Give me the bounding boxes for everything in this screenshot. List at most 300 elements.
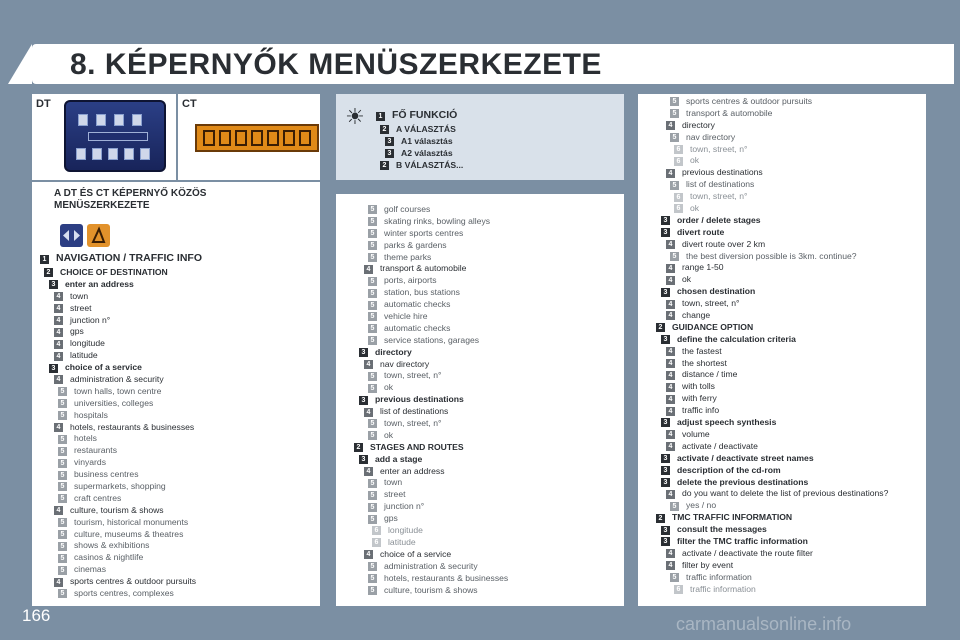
menu-item — [350, 323, 508, 335]
menu-item-label: ports, airports — [384, 275, 437, 286]
menu-item — [652, 227, 888, 239]
level-badge: 5 — [58, 566, 67, 575]
level-badge: 3 — [661, 537, 670, 546]
menu-item-label: define the calculation criteria — [677, 333, 796, 344]
menu-item — [350, 501, 508, 513]
ct-screen-image — [195, 124, 319, 152]
menu-item — [350, 370, 508, 382]
menu-item-label: order / delete stages — [677, 214, 761, 225]
dt-screen-image — [64, 100, 166, 172]
level-badge: 5 — [368, 289, 377, 298]
menu-item-label: divert route over 2 km — [682, 238, 766, 249]
menu-item — [652, 215, 888, 227]
menu-item-label: golf courses — [384, 204, 431, 214]
level-badge: 3 — [661, 454, 670, 463]
menu-item — [40, 410, 202, 422]
menu-item — [652, 108, 888, 120]
menu-item — [652, 251, 888, 263]
menu-item — [40, 564, 202, 576]
menu-item — [350, 477, 508, 489]
menu-item-label: volume — [682, 428, 710, 439]
menu-item — [40, 326, 202, 338]
level-badge: 3 — [661, 216, 670, 225]
level-badge: 5 — [58, 471, 67, 480]
menu-item-label: tourism, historical monuments — [74, 516, 189, 527]
menu-item-label: gps — [384, 513, 398, 524]
level-badge: 5 — [58, 399, 67, 408]
menu-item-label: nav directory — [380, 358, 430, 369]
menu-item — [40, 315, 202, 327]
menu-item — [652, 179, 888, 191]
level-badge: 5 — [368, 419, 377, 428]
level-badge: 5 — [58, 482, 67, 491]
menu-item — [350, 454, 508, 466]
level-badge: 4 — [666, 300, 675, 309]
menu-item-label: chosen destination — [677, 286, 756, 297]
level-badge: 5 — [670, 97, 679, 106]
menu-item — [652, 393, 888, 405]
level-badge: 5 — [368, 491, 377, 500]
menu-item-label: vehicle hire — [384, 311, 428, 322]
level-badge: 5 — [58, 554, 67, 563]
menu-item — [350, 335, 508, 347]
menu-item — [40, 505, 202, 517]
level-badge: 3 — [49, 364, 58, 373]
level-badge: 4 — [666, 395, 675, 404]
level-badge: 5 — [58, 447, 67, 456]
menu-item-label: choice of a service — [65, 362, 142, 373]
level-badge: 5 — [368, 515, 377, 524]
column-1-menu-tree — [40, 251, 202, 600]
menu-item — [652, 203, 888, 215]
menu-item-label: NAVIGATION / TRAFFIC INFO — [56, 252, 203, 265]
menu-item-label: theme parks — [384, 251, 432, 262]
level-badge: 5 — [670, 573, 679, 582]
level-badge: 4 — [54, 328, 63, 337]
level-badge: 5 — [58, 459, 67, 468]
menu-item — [40, 350, 202, 362]
menu-item — [350, 573, 508, 585]
menu-item — [350, 216, 508, 228]
menu-item — [40, 267, 202, 279]
menu-item-label: choice of a service — [380, 548, 452, 559]
ct-screen-segment — [267, 130, 279, 146]
menu-item-label: list of destinations — [380, 406, 449, 417]
menu-item — [652, 572, 888, 584]
menu-item-label: the best diversion possible is 3km. continue? — [686, 250, 857, 261]
menu-item-label: service stations, garages — [384, 334, 480, 345]
menu-item — [40, 576, 202, 588]
level-badge: 5 — [368, 503, 377, 512]
level-badge: 4 — [54, 316, 63, 325]
level-badge: 4 — [364, 467, 373, 476]
menu-item-label: cinemas — [74, 564, 106, 575]
level-badge: 5 — [58, 530, 67, 539]
menu-item-label: longitude — [388, 525, 423, 536]
level-badge: 6 — [372, 538, 381, 547]
menu-item — [652, 132, 888, 144]
menu-item-label: yes / no — [686, 500, 717, 511]
level-badge: 4 — [666, 549, 675, 558]
menu-item — [40, 398, 202, 410]
menu-item-label: A1 választás — [401, 135, 453, 146]
menu-item — [40, 445, 202, 457]
menu-item-label: activate / deactivate — [682, 440, 758, 451]
dt-screen-icon — [78, 114, 88, 126]
menu-item — [350, 406, 508, 418]
level-badge: 2 — [354, 443, 363, 452]
level-badge: 5 — [368, 562, 377, 571]
level-badge: 4 — [364, 408, 373, 417]
level-badge: 4 — [666, 383, 675, 392]
menu-item-label: station, bus stations — [384, 287, 460, 298]
menu-item-label: town — [384, 477, 403, 488]
menu-item-label: street — [384, 489, 406, 500]
menu-item-label: ok — [682, 274, 692, 285]
menu-item — [350, 394, 508, 406]
level-badge: 5 — [368, 253, 377, 262]
menu-item — [40, 362, 202, 374]
level-badge: 5 — [58, 435, 67, 444]
legend-list — [376, 108, 463, 172]
menu-item — [350, 537, 508, 549]
column-2-menu-tree — [350, 204, 508, 596]
menu-item — [40, 552, 202, 564]
menu-item — [652, 405, 888, 417]
menu-item — [652, 560, 888, 572]
menu-item-label: skating rinks, bowling alleys — [384, 215, 491, 226]
menu-item-label: town halls, town centre — [74, 385, 162, 396]
menu-item — [652, 512, 888, 524]
menu-item — [40, 493, 202, 505]
menu-item — [652, 465, 888, 477]
menu-item-label: filter the TMC traffic information — [677, 535, 808, 546]
menu-item — [350, 466, 508, 478]
menu-item-label: distance / time — [682, 369, 738, 380]
level-badge: 5 — [670, 109, 679, 118]
level-badge: 4 — [666, 311, 675, 320]
level-badge: 3 — [385, 137, 394, 146]
level-badge: 6 — [372, 526, 381, 535]
menu-item — [350, 263, 508, 275]
menu-item-label: administration & security — [70, 374, 164, 385]
intro-heading — [54, 188, 206, 212]
level-badge: 3 — [661, 335, 670, 344]
menu-item — [652, 120, 888, 132]
menu-item-label: ok — [384, 429, 394, 440]
ct-screen-segment — [251, 130, 263, 146]
level-badge: 5 — [58, 589, 67, 598]
menu-item — [652, 322, 888, 334]
menu-item — [350, 430, 508, 442]
menu-item — [350, 240, 508, 252]
level-badge: 5 — [368, 384, 377, 393]
menu-item — [652, 488, 888, 500]
menu-item-label: shows & exhibitions — [74, 540, 150, 551]
menu-item-label: FŐ FUNKCIÓ — [392, 109, 458, 122]
menu-item-label: the fastest — [682, 345, 722, 356]
level-badge: 4 — [54, 578, 63, 587]
level-badge: 4 — [666, 169, 675, 178]
menu-item-label: administration & security — [384, 560, 478, 571]
ct-screen-segment — [235, 130, 247, 146]
menu-item-label: previous destinations — [375, 394, 464, 405]
menu-item-label: latitude — [388, 536, 416, 547]
menu-item-label: list of destinations — [686, 179, 755, 190]
menu-item-label: with ferry — [682, 393, 717, 404]
menu-item-label: description of the cd-rom — [677, 464, 781, 475]
level-badge: 5 — [368, 277, 377, 286]
menu-item-label: town, street, n° — [690, 191, 748, 202]
menu-item-label: hotels, restaurants & businesses — [70, 421, 195, 432]
level-badge: 5 — [368, 431, 377, 440]
menu-item-label: activate / deactivate the route filter — [682, 547, 813, 558]
menu-item — [350, 382, 508, 394]
menu-item — [652, 191, 888, 203]
level-badge: 4 — [54, 375, 63, 384]
level-badge: 4 — [666, 442, 675, 451]
menu-item — [40, 374, 202, 386]
menu-item — [652, 477, 888, 489]
menu-item-label: CHOICE OF DESTINATION — [60, 267, 168, 277]
level-badge: 4 — [54, 304, 63, 313]
level-badge: 5 — [58, 494, 67, 503]
menu-item — [652, 524, 888, 536]
menu-item-label: vinyards — [74, 457, 106, 468]
menu-item — [652, 274, 888, 286]
menu-item-label: supermarkets, shopping — [74, 481, 166, 492]
level-badge: 2 — [656, 514, 665, 523]
page-title: 8. KÉPERNYŐK MENÜSZERKEZETE — [70, 48, 602, 81]
menu-item-label: previous destinations — [682, 167, 763, 178]
menu-item — [376, 108, 463, 124]
level-badge: 5 — [368, 229, 377, 238]
menu-item-label: consult the messages — [677, 524, 767, 535]
menu-item — [40, 386, 202, 398]
level-badge: 4 — [364, 265, 373, 274]
menu-item — [652, 548, 888, 560]
menu-item-label: business centres — [74, 469, 139, 480]
menu-item — [652, 262, 888, 274]
menu-item-label: do you want to delete the list of previous destinations? — [682, 488, 889, 499]
menu-item-label: A VÁLASZTÁS — [396, 124, 456, 134]
menu-item — [652, 369, 888, 381]
menu-item-label: sports centres & outdoor pursuits — [70, 576, 197, 587]
menu-item-label: range 1-50 — [682, 262, 724, 273]
menu-item — [376, 160, 463, 172]
level-badge: 4 — [54, 340, 63, 349]
menu-item — [40, 279, 202, 291]
dt-screen-icon — [96, 114, 106, 126]
menu-item — [40, 251, 202, 267]
menu-item-label: filter by event — [682, 559, 734, 570]
menu-item-label: ok — [690, 155, 700, 166]
intro-heading-line: MENÜSZERKEZETE — [54, 200, 150, 211]
level-badge: 3 — [661, 526, 670, 535]
dt-screen-icon — [108, 148, 118, 160]
level-badge: 4 — [666, 561, 675, 570]
menu-item — [652, 500, 888, 512]
menu-item — [350, 359, 508, 371]
menu-item — [652, 417, 888, 429]
level-badge: 4 — [666, 264, 675, 273]
level-badge: 3 — [49, 280, 58, 289]
menu-item — [652, 286, 888, 298]
menu-item — [350, 513, 508, 525]
dt-screen-icon — [132, 114, 142, 126]
level-badge: 3 — [359, 455, 368, 464]
menu-item-label: town, street, n° — [682, 298, 740, 309]
menu-item — [40, 529, 202, 541]
level-badge: 4 — [54, 292, 63, 301]
menu-item-label: GUIDANCE OPTION — [672, 321, 754, 332]
dt-screen-icon — [124, 148, 134, 160]
menu-item-label: casinos & nightlife — [74, 552, 144, 563]
menu-item-label: directory — [682, 119, 715, 130]
ct-screen-segment — [219, 130, 231, 146]
menu-item-label: divert route — [677, 226, 725, 237]
menu-item-label: automatic checks — [384, 322, 451, 333]
menu-item — [40, 517, 202, 529]
level-badge: 5 — [368, 324, 377, 333]
menu-item-label: B VÁLASZTÁS... — [396, 159, 464, 170]
ct-screen-segment — [283, 130, 295, 146]
dt-label: DT — [36, 98, 51, 110]
level-badge: 5 — [368, 574, 377, 583]
dt-screen-icon — [114, 114, 124, 126]
level-badge: 4 — [666, 347, 675, 356]
menu-item-label: sports centres & outdoor pursuits — [686, 96, 813, 106]
menu-item-label: traffic information — [686, 571, 752, 582]
ct-label: CT — [182, 98, 197, 110]
menu-item-label: parks & gardens — [384, 239, 447, 250]
level-badge: 3 — [661, 228, 670, 237]
level-badge: 4 — [364, 360, 373, 369]
level-badge: 5 — [670, 502, 679, 511]
menu-item — [652, 239, 888, 251]
level-badge: 5 — [368, 301, 377, 310]
menu-item-label: street — [70, 302, 92, 313]
menu-item-label: enter an address — [65, 278, 134, 289]
menu-item — [652, 310, 888, 322]
menu-item — [40, 422, 202, 434]
menu-item-label: restaurants — [74, 445, 117, 456]
menu-item — [652, 381, 888, 393]
menu-item-label: directory — [375, 346, 412, 357]
menu-item — [652, 167, 888, 179]
menu-item-label: junction n° — [70, 314, 111, 325]
level-badge: 5 — [58, 542, 67, 551]
menu-item — [652, 96, 888, 108]
level-badge: 4 — [666, 490, 675, 499]
menu-item — [350, 204, 508, 216]
level-badge: 5 — [368, 372, 377, 381]
menu-item-label: town, street, n° — [384, 370, 442, 381]
menu-item — [652, 441, 888, 453]
menu-item-label: STAGES AND ROUTES — [370, 441, 464, 452]
menu-item — [350, 311, 508, 323]
level-badge: 6 — [674, 157, 683, 166]
level-badge: 6 — [674, 145, 683, 154]
menu-item-label: hotels, restaurants & businesses — [384, 572, 509, 583]
menu-item — [652, 144, 888, 156]
level-badge: 4 — [666, 430, 675, 439]
level-badge: 4 — [666, 121, 675, 130]
level-badge: 5 — [368, 217, 377, 226]
menu-item-label: hotels — [74, 433, 97, 444]
menu-item-label: ok — [690, 203, 700, 214]
menu-item — [40, 588, 202, 600]
level-badge: 5 — [368, 205, 377, 214]
menu-item — [350, 228, 508, 240]
page-number: 166 — [22, 606, 51, 625]
menu-item-label: junction n° — [384, 501, 425, 512]
menu-item — [652, 358, 888, 370]
level-badge: 5 — [670, 181, 679, 190]
menu-item — [40, 469, 202, 481]
menu-item-label: with tolls — [682, 381, 715, 392]
menu-item — [350, 549, 508, 561]
menu-item — [40, 540, 202, 552]
dt-screen-icon — [92, 148, 102, 160]
menu-item — [652, 346, 888, 358]
ct-screen-segment — [203, 130, 215, 146]
level-badge: 4 — [666, 240, 675, 249]
level-badge: 5 — [58, 518, 67, 527]
menu-item-label: delete the previous destinations — [677, 476, 809, 487]
menu-item-label: winter sports centres — [384, 227, 464, 238]
menu-item — [350, 347, 508, 359]
level-badge: 4 — [54, 423, 63, 432]
menu-item-label: traffic info — [682, 405, 720, 416]
menu-item-label: add a stage — [375, 453, 423, 464]
menu-item-label: change — [682, 310, 711, 321]
level-badge: 5 — [368, 336, 377, 345]
menu-item — [40, 303, 202, 315]
menu-item-label: culture, museums & theatres — [74, 528, 184, 539]
level-badge: 3 — [661, 418, 670, 427]
menu-item-label: gps — [70, 326, 84, 337]
menu-item-label: town, street, n° — [384, 418, 442, 429]
menu-item — [350, 418, 508, 430]
level-badge: 4 — [666, 276, 675, 285]
level-badge: 3 — [661, 478, 670, 487]
menu-item — [350, 252, 508, 264]
menu-item-label: ok — [384, 382, 394, 393]
level-badge: 2 — [44, 268, 53, 277]
level-badge: 4 — [666, 407, 675, 416]
menu-item — [652, 453, 888, 465]
menu-item — [350, 299, 508, 311]
menu-item — [350, 525, 508, 537]
menu-item — [40, 338, 202, 350]
menu-item — [40, 433, 202, 445]
menu-item-label: hospitals — [74, 409, 108, 420]
menu-item — [350, 275, 508, 287]
level-badge: 5 — [670, 252, 679, 261]
menu-item-label: transport & automobile — [686, 107, 773, 118]
menu-item-label: traffic information — [690, 583, 756, 594]
navigation-arrows-icon — [60, 224, 83, 247]
menu-item — [652, 155, 888, 167]
level-badge: 5 — [58, 387, 67, 396]
menu-item-label: transport & automobile — [380, 263, 467, 274]
menu-item-label: longitude — [70, 338, 105, 349]
menu-item-label: nav directory — [686, 131, 736, 142]
level-badge: 5 — [368, 241, 377, 250]
menu-item-label: the shortest — [682, 357, 727, 368]
menu-item — [652, 298, 888, 310]
